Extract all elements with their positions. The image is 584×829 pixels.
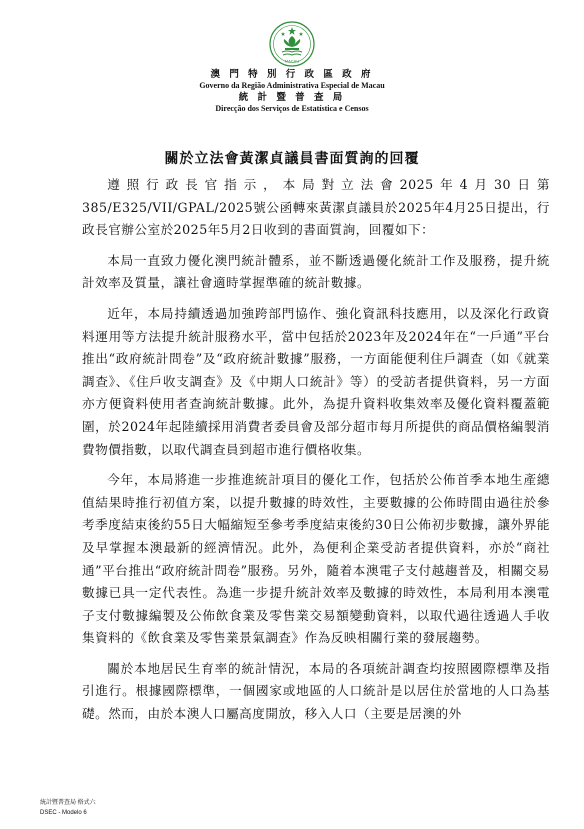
emblem-label: MACAU [284, 58, 300, 64]
paragraph-4: 今年，本局將進一步推進統計項目的優化工作，包括於公佈首季本地生產總值結果時推行初值方案，以提升數據的時效性，主要數據的公佈時間由過往於參考季度結束後約55日大幅縮短至參考季度結束後約30日公佈初步數據，讓外界能及早掌握本澳最新的經濟情況。此外，為便利企業受訪者提供資料，亦於“商社通”平台推出“政府統計問卷”服務。另外，隨着本澳電子支付越趨普及，相關交易數據已具一定代表性。為進一步提升統計效率及數據的時效性，本局利用本澳電子支付數據編製及公佈飲食業及零售業交易額變動資料，以取代過往透過人手收集資料的《飲食業及零售業景氣調查》作為反映相關行業的發展趨勢。 [82, 472, 550, 646]
paragraph-5: 關於本地居民生育率的統計情況，本局的各項統計調查均按照國際標準及指引進行。根據國際標準，一個國家或地區的人口統計是以居住於當地的人口為基礎。然而，由於本澳人口屬高度開放，移入人口（主要是居澳的外 [82, 660, 550, 722]
macau-emblem-icon [268, 20, 316, 68]
paragraph-3: 近年，本局持續透過加強跨部門協作、強化資訊科技應用，以及深化行政資料運用等方法提升統計服務水平，當中包括於2023年及2024年在“一戶通”平台推出“政府統計問卷”及“政府統計數據”服務，一方面能便利住戶調查（如《就業調查》、《住戶收支調查》及《中期人口統計》等）的受訪者提供資料，另一方面亦方便資料使用者查詢統計數據。此外，為提升資料收集效率及優化資料覆蓋範圍，於2024年起陸續採用消費者委員會及部分超市每月所提供的商品價格編製消費物價指數，以取代調查員到超市進行價格收集。 [82, 305, 550, 457]
footer-form-zh: 統計暨普查局 格式六 [40, 800, 96, 806]
header-dsec-zh: 統 計 暨 普 查 局 [238, 92, 346, 103]
paragraph-1: 遵照行政長官指示，本局對立法會2025年4月30日第385/E325/VII/GPAL/2025號公函轉來黃潔貞議員於2025年4月25日提出，行政長官辦公室於2025年5月2日收到的書面質詢，回覆如下： [82, 177, 550, 238]
header-government-pt: Governo da Região Administrativa Especial de Macau [199, 81, 385, 90]
header-government-zh: 澳 門 特 別 行 政 區 政 府 [210, 69, 374, 80]
header-dsec-pt: Direcção dos Serviços de Estatística e Censos [215, 104, 369, 113]
document-body [82, 174, 550, 734]
footer-form-pt: DSEC - Modelo 6 [40, 810, 87, 816]
document-title: 關於立法會黃潔貞議員書面質詢的回覆 [164, 151, 420, 167]
paragraph-2: 本局一直致力優化澳門統計體系，並不斷透過優化統計工作及服務，提升統計效率及質量，讓社會適時掌握準確的統計數據。 [82, 252, 550, 291]
